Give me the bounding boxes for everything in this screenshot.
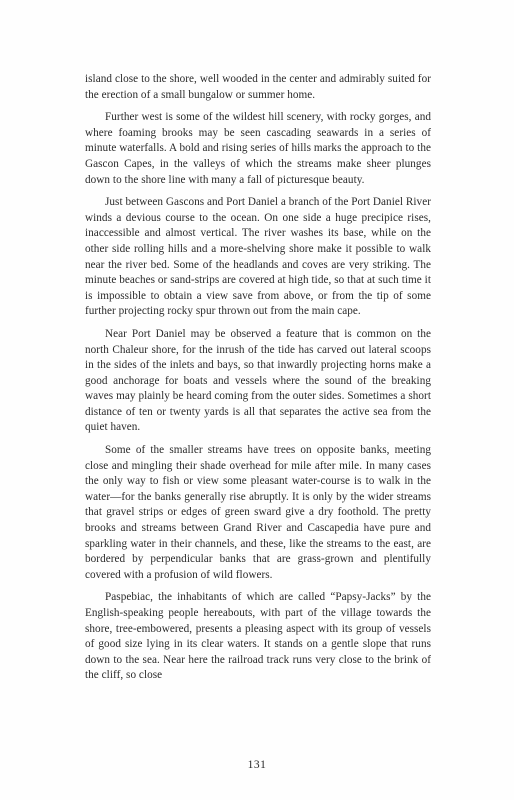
paragraph-3: Just between Gascons and Port Daniel a branch of the Port Daniel River winds a devious course to the ocean. On one side a huge precipice rises, inaccessible and almost vertical. The river washes its base, while on the other side rolling hills and a more-shelving shore make it possible to walk near the river bed. Some of the headlands and coves are very striking. The minute beaches or sand-strips are covered at high tide, so that at such time it is impossible to obtain a view save from above, or from the tip of some further projecting rocky spur thrown out from the main cape.: [85, 196, 431, 318]
paragraph-5: Some of the smaller streams have trees on opposite banks, meeting close and mingling their shade overhead for mile after mile. In many cases the only way to fish or view some pleasant water-course is to walk in the water—for the banks generally rise abruptly. It is only by the wider streams that gravel strips or edges of green sward give a dry foothold. The pretty brooks and streams between Grand River and Cascapedia have pure and sparkling water in their channels, and these, like the streams to the east, are bordered by perpendicular banks that are grass-grown and plentifully covered with a profusion of wild flowers.: [85, 444, 431, 581]
paragraph-1: island close to the shore, well wooded in the center and admirably suited for the erection of a small bungalow or summer home.: [85, 73, 431, 101]
paragraph-4: Near Port Daniel may be observed a feature that is common on the north Chaleur shore, for the inrush of the tide has carved out lateral scoops in the sides of the inlets and bays, so that inwardly projecting horns make a good anchorage for boats and vessels where the sound of the breaking waves may plainly be heard coming from the outer sides. Sometimes a short distance of ten or twenty yards is all that separates the active sea from the quiet haven.: [85, 327, 431, 434]
paragraph-2: Further west is some of the wildest hill scenery, with rocky gorges, and where foaming brooks may be seen cascading seawards in a series of minute waterfalls. A bold and rising series of hills marks the approach to the Gascon Capes, in the valleys of which the streams make sheer plunges down to the shore line with many a fall of picturesque beauty.: [85, 111, 431, 186]
body-text: [85, 72, 431, 691]
page-number: 131: [247, 759, 267, 771]
paragraph-6: Paspebiac, the inhabitants of which are called “Papsy-Jacks” by the English-speaking people hereabouts, with part of the village towards the shore, tree-embowered, presents a pleasing aspect with its group of vessels of good size lying in its clear waters. It stands on a gentle slope that runs down to the sea. Near here the railroad track runs very close to the brink of the cliff, so close: [85, 591, 431, 682]
